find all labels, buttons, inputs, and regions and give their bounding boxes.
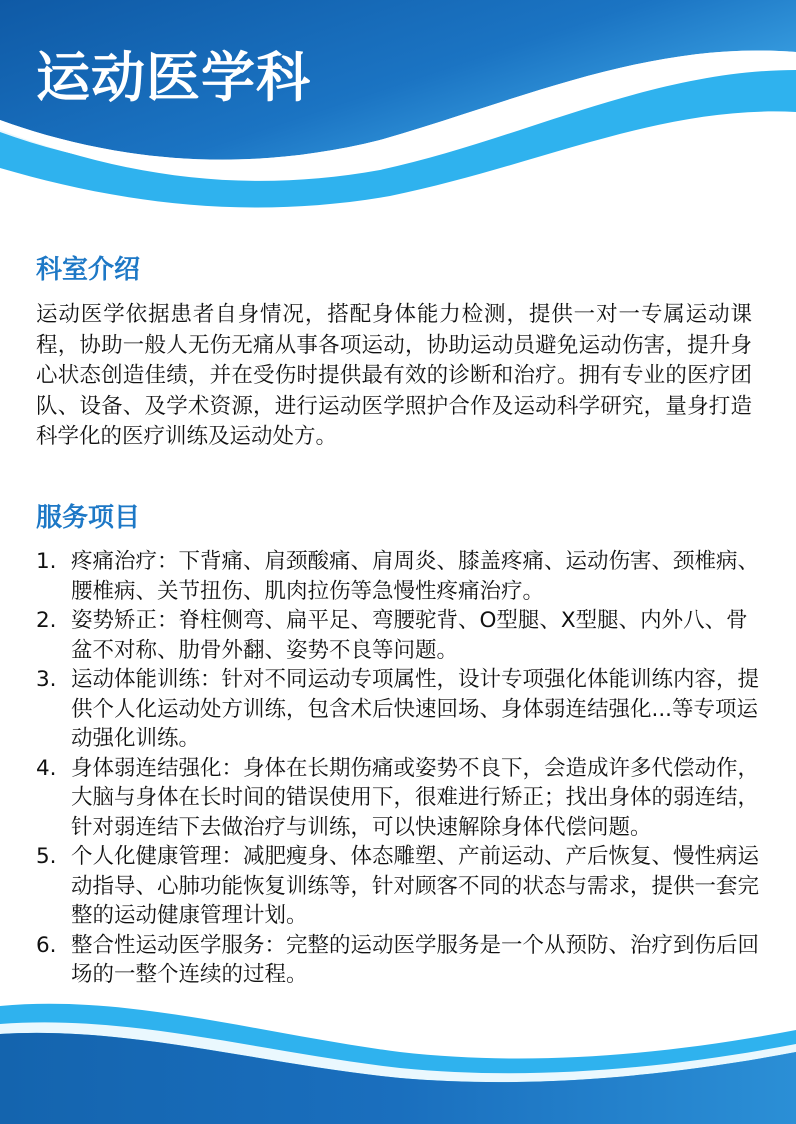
service-text: 姿势矫正：脊柱侧弯、扁平足、弯腰驼背、O型腿、X型腿、内外八、骨盆不对称、肋骨外翻、姿势不良等问题。 <box>71 608 748 663</box>
service-number: 6. <box>36 932 57 958</box>
service-text: 整合性运动医学服务：完整的运动医学服务是一个从预防、治疗到伤后回场的一整个连续的过程。 <box>71 932 760 987</box>
footer-wave-dark <box>0 1033 796 1124</box>
service-number: 5. <box>36 844 57 869</box>
page-title: 运动医学科 <box>36 46 311 109</box>
service-item <box>36 606 760 665</box>
service-number: 3. <box>36 667 57 692</box>
service-number: 2. <box>36 608 57 633</box>
service-item <box>36 754 760 843</box>
service-list <box>36 547 760 990</box>
service-item <box>36 665 760 754</box>
service-number: 4. <box>36 755 57 781</box>
service-item <box>36 842 760 931</box>
service-text: 运动体能训练：针对不同运动专项属性，设计专项强化体能训练内容，提供个人化运动处方训练，包含术后快速回场、身体弱连结强化...等专项运动强化训练。 <box>71 667 760 751</box>
footer-wave-banner <box>0 994 796 1124</box>
service-number: 1. <box>36 549 57 574</box>
service-item <box>36 931 760 990</box>
service-text: 个人化健康管理：减肥瘦身、体态雕塑、产前运动、产后恢复、慢性病运动指导、心肺功能恢复训练等，针对顾客不同的状态与需求，提供一套完整的运动健康管理计划。 <box>71 844 760 928</box>
service-text: 疼痛治疗：下背痛、肩颈酸痛、肩周炎、膝盖疼痛、运动伤害、颈椎病、腰椎病、关节扭伤、肌肉拉伤等急慢性疼痛治疗。 <box>71 549 760 604</box>
service-item <box>36 547 760 606</box>
services-heading: 服务项目 <box>36 503 141 533</box>
service-text: 身体弱连结强化：身体在长期伤痛或姿势不良下，会造成许多代偿动作，大脑与身体在长时间的错误使用下，很难进行矫正；找出身体的弱连结，针对弱连结下去做治疗与训练，可以快速解除身体代偿问题。 <box>71 755 760 840</box>
intro-heading: 科室介绍 <box>36 255 141 285</box>
intro-paragraph: 运动医学依据患者自身情况，搭配身体能力检测，提供一对一专属运动课程，协助一般人无伤无痛从事各项运动，协助运动员避免运动伤害，提升身心状态创造佳绩，并在受伤时提供最有效的诊断和治疗。拥有专业的医疗团队、设备、及学术资源，进行运动医学照护合作及运动科学研究，量身打造科学化的医疗训练及运动处方。 <box>36 302 752 449</box>
